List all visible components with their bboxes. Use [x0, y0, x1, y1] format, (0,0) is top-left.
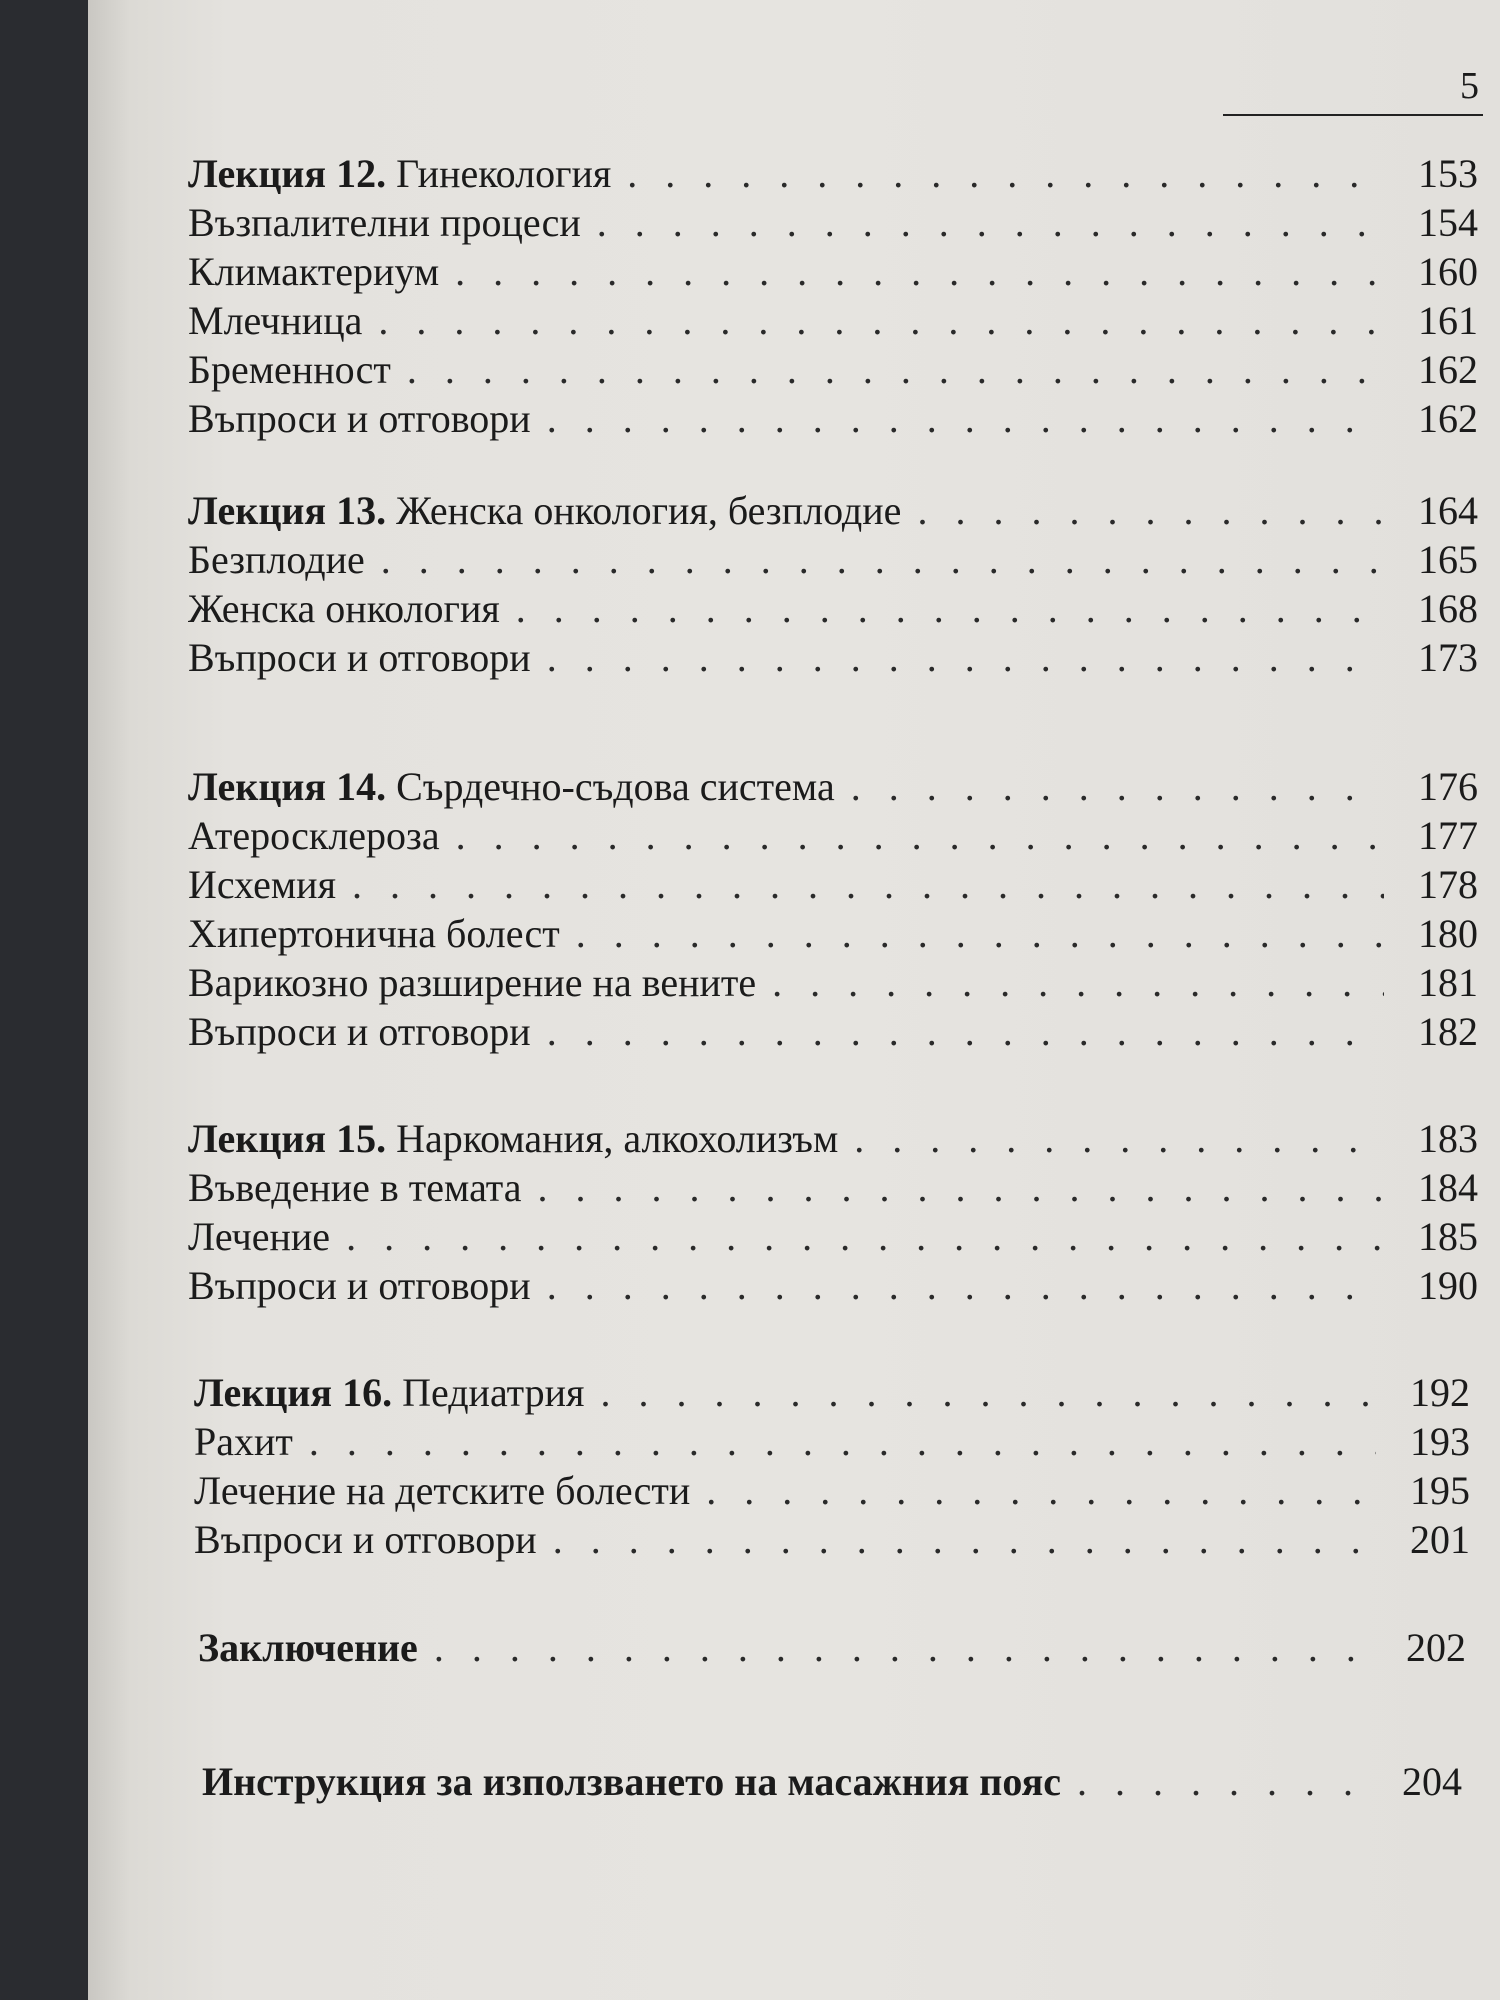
lecture-title: Наркомания, алкохолизъм [386, 1116, 839, 1161]
toc-page-number: 182 [1418, 1009, 1478, 1054]
toc-item-label: Въведение в темата [188, 1165, 522, 1210]
lecture-title: Педиатрия [392, 1370, 585, 1415]
toc-page-number: 173 [1418, 635, 1478, 680]
toc-item-label: Въпроси и отговори [188, 635, 531, 680]
toc-page-number: 165 [1418, 537, 1478, 582]
toc-page-number: 162 [1418, 347, 1478, 392]
toc-page-number: 177 [1418, 813, 1478, 858]
toc-item[interactable] [188, 959, 1478, 1007]
toc-page-number: 180 [1418, 911, 1478, 956]
leader-dots [381, 536, 1384, 584]
toc-item[interactable] [188, 536, 1478, 584]
toc-page-number: 153 [1418, 151, 1478, 196]
leader-dots [538, 1164, 1384, 1212]
toc-item-label: Атеросклероза [188, 813, 440, 858]
toc-page-number: 202 [1406, 1625, 1466, 1670]
leader-dots [547, 395, 1384, 443]
leader-dots [378, 297, 1384, 345]
toc-page-number: 192 [1410, 1370, 1470, 1415]
toc-page-number: 181 [1418, 960, 1478, 1005]
toc-item-label: Въпроси и отговори [188, 396, 531, 441]
toc-page-number: 162 [1418, 396, 1478, 441]
toc-item[interactable] [194, 1418, 1470, 1466]
toc-item[interactable] [188, 1164, 1478, 1212]
page-header [1223, 58, 1483, 116]
toc-item[interactable] [188, 346, 1478, 394]
lecture-number: Лекция 12. [188, 151, 387, 196]
lecture-title: Сърдечно-съдова система [386, 764, 835, 809]
leader-dots [600, 1369, 1376, 1417]
leader-dots [851, 763, 1384, 811]
toc-item-label: Заключение [198, 1625, 418, 1670]
lecture-number: Лекция 15. [188, 1116, 387, 1161]
leader-dots [309, 1418, 1376, 1466]
toc-lecture-12[interactable] [188, 150, 1478, 198]
toc-item-label: Рахит [194, 1419, 293, 1464]
toc-page-number: 193 [1410, 1419, 1470, 1464]
toc-page-number: 154 [1418, 200, 1478, 245]
book-page [88, 0, 1500, 2000]
lecture-title: Женска онкология, безплодие [386, 488, 902, 533]
toc-item-label: Лечение на детските болести [194, 1468, 691, 1513]
toc-page-number: 184 [1418, 1165, 1478, 1210]
toc-item-label: Варикозно разширение на вените [188, 960, 757, 1005]
toc-item-label: Безплодие [188, 537, 365, 582]
toc-page-number: 190 [1418, 1263, 1478, 1308]
toc-item[interactable] [188, 910, 1478, 958]
toc-page-number: 185 [1418, 1214, 1478, 1259]
leader-dots [407, 346, 1384, 394]
toc-item[interactable] [188, 297, 1478, 345]
toc-instruction[interactable] [202, 1758, 1462, 1806]
leader-dots [917, 487, 1384, 535]
leader-dots [346, 1213, 1384, 1261]
toc-item[interactable] [188, 395, 1478, 443]
toc-item-label: Инструкция за използването на масажния пояс [202, 1759, 1061, 1804]
leader-dots [547, 1262, 1384, 1310]
toc-page-number: 204 [1402, 1759, 1462, 1804]
toc-item-label: Въпроси и отговори [188, 1009, 531, 1054]
toc-item[interactable] [188, 1213, 1478, 1261]
leader-dots [854, 1115, 1384, 1163]
toc-item[interactable] [188, 812, 1478, 860]
toc-conclusion[interactable] [198, 1624, 1466, 1672]
toc-item-label: Климактериум [188, 249, 440, 294]
toc-item-label: Въпроси и отговори [194, 1517, 537, 1562]
toc-page-number: 164 [1418, 488, 1478, 533]
toc-item-label: Млечница [188, 298, 363, 343]
toc-page-number: 161 [1418, 298, 1478, 343]
toc-item[interactable] [194, 1467, 1470, 1515]
toc-item[interactable] [188, 248, 1478, 296]
toc-lecture-13[interactable] [188, 487, 1478, 535]
toc-page-number: 176 [1418, 764, 1478, 809]
leader-dots [772, 959, 1384, 1007]
toc-item[interactable] [188, 1008, 1478, 1056]
leader-dots [547, 1008, 1384, 1056]
toc-item[interactable] [188, 634, 1478, 682]
leader-dots [1077, 1758, 1368, 1806]
toc-item[interactable] [194, 1516, 1470, 1564]
toc-page-number: 168 [1418, 586, 1478, 631]
toc-item-label: Бременност [188, 347, 391, 392]
leader-dots [352, 861, 1384, 909]
toc-item-label: Възпалителни процеси [188, 200, 581, 245]
leader-dots [434, 1624, 1372, 1672]
leader-dots [553, 1516, 1376, 1564]
leader-dots [576, 910, 1384, 958]
lecture-number: Лекция 16. [194, 1370, 393, 1415]
toc-item-label: Хипертонична болест [188, 911, 560, 956]
toc-item[interactable] [188, 585, 1478, 633]
toc-item-label: Въпроси и отговори [188, 1263, 531, 1308]
leader-dots [706, 1467, 1376, 1515]
toc-item-label: Лечение [188, 1214, 331, 1259]
leader-dots [516, 585, 1384, 633]
lecture-number: Лекция 13. [188, 488, 387, 533]
lecture-title: Гинекология [386, 151, 612, 196]
toc-item[interactable] [188, 861, 1478, 909]
toc-page-number: 183 [1418, 1116, 1478, 1161]
leader-dots [627, 150, 1384, 198]
toc-page-number: 160 [1418, 249, 1478, 294]
toc-lecture-14[interactable] [188, 763, 1478, 811]
toc-page-number: 195 [1410, 1468, 1470, 1513]
lecture-number: Лекция 14. [188, 764, 387, 809]
leader-dots [455, 248, 1384, 296]
toc-page-number: 178 [1418, 862, 1478, 907]
page-number: 5 [1460, 65, 1479, 107]
leader-dots [597, 199, 1384, 247]
leader-dots [456, 812, 1384, 860]
leader-dots [547, 634, 1384, 682]
toc-item[interactable] [188, 199, 1478, 247]
toc-item-label: Женска онкология [188, 586, 500, 631]
toc-lecture-15[interactable] [188, 1115, 1478, 1163]
toc-page-number: 201 [1410, 1517, 1470, 1562]
toc-item-label: Исхемия [188, 862, 336, 907]
toc-item[interactable] [188, 1262, 1478, 1310]
toc-lecture-16[interactable] [194, 1369, 1470, 1417]
